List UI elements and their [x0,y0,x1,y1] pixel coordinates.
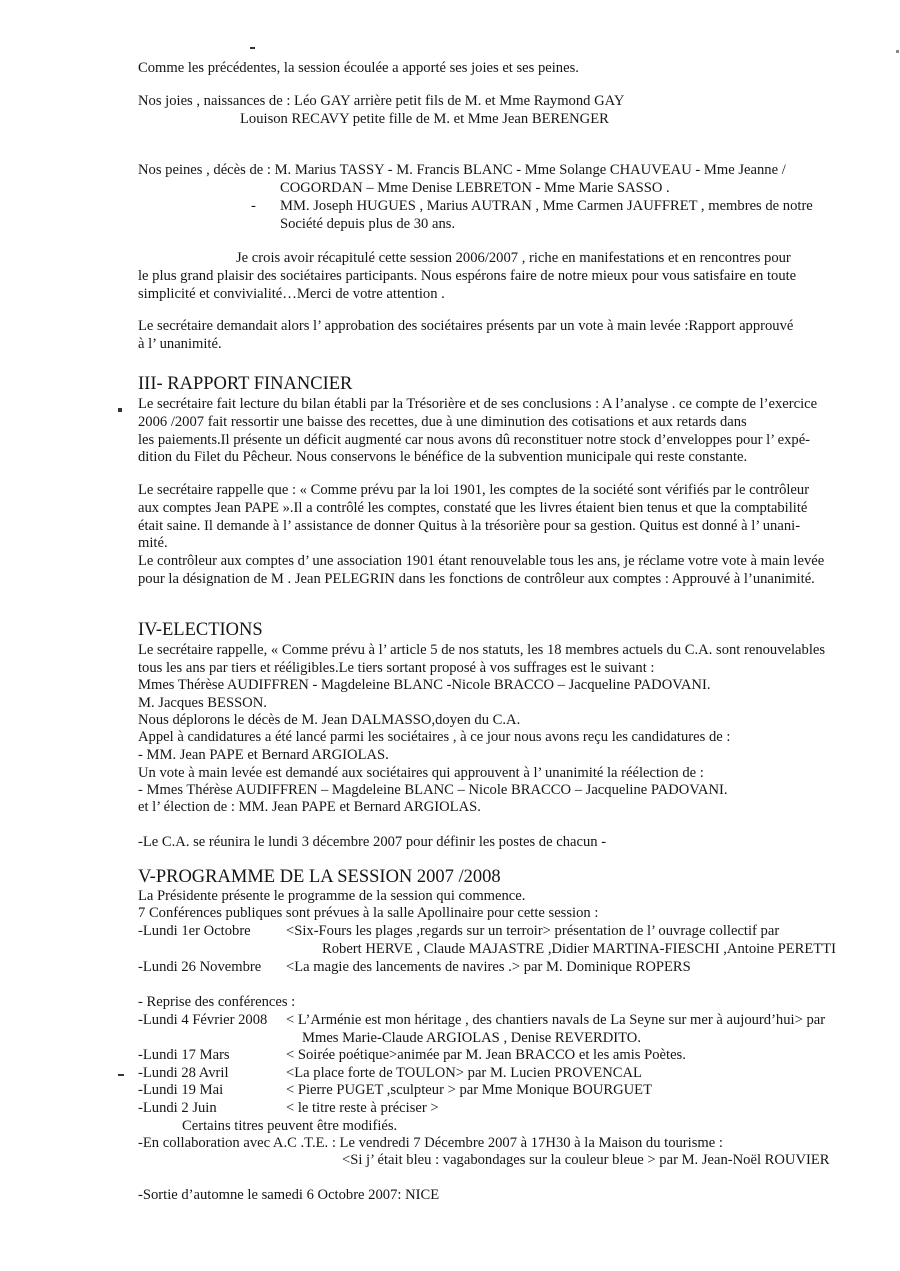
ca-note: -Le C.A. se réunira le lundi 3 décembre 2007 pour définir les postes de chacun - [138,834,607,850]
peines-line: MM. Joseph HUGUES , Marius AUTRAN , Mme Carmen JAUFFRET , membres de notre [280,198,813,214]
rapport-line: les paiements.Il présente un déficit augmenté car nous avons dû reconstituer notre stock d’enveloppes pour l’ expé- [138,432,811,448]
elections-line: et l’ élection de : MM. Jean PAPE et Bernard ARGIOLAS. [138,799,481,815]
event-desc: <Six-Fours les plages ,regards sur un terroir> présentation de l’ ouvrage collectif par [286,923,780,939]
scan-mark [250,47,255,49]
event-desc: <La magie des lancements de navires .> par M. Dominique ROPERS [286,959,691,975]
rapport-line: 2006 /2007 fait ressortir une baisse des recettes, due à une diminution des cotisations et aux retards dans [138,414,747,430]
elections-line: Mmes Thérèse AUDIFFREN - Magdeleine BLANC -Nicole BRACCO – Jacqueline PADOVANI. [138,677,711,693]
section-heading-programme: V-PROGRAMME DE LA SESSION 2007 /2008 [138,867,501,887]
collab-line: -En collaboration avec A.C .T.E. : Le vendredi 7 Décembre 2007 à 17H30 à la Maison du tourisme : [138,1135,723,1151]
event-date: -Lundi 26 Novembre [138,959,262,975]
rapport-line: aux comptes Jean PAPE ».Il a contrôlé les comptes, constaté que les livres étaient bien tenus et que la comptabilité [138,500,808,516]
peines-line: Société depuis plus de 30 ans. [280,216,456,232]
programme-intro: La Présidente présente le programme de la session qui commence. [138,888,526,904]
recap-line: le plus grand plaisir des sociétaires participants. Nous espérons faire de notre mieux pour vous satisfaire en toute [138,268,797,284]
event-date: -Lundi 1er Octobre [138,923,251,939]
elections-line: - MM. Jean PAPE et Bernard ARGIOLAS. [138,747,389,763]
intro-text: Comme les précédentes, la session écoulée a apporté ses joies et ses peines. [138,60,579,76]
rapport-line: dition du Filet du Pêcheur. Nous conservons le bénéfice de la subvention municipale qui reste constante. [138,449,748,465]
modifies-note: Certains titres peuvent être modifiés. [182,1118,398,1134]
elections-line: Appel à candidatures a été lancé parmi les sociétaires , à ce jour nous avons reçu les candidatures de : [138,729,731,745]
scan-mark [118,408,122,412]
elections-line: Un vote à main levée est demandé aux sociétaires qui approuvent à l’ unanimité la réélection de : [138,765,704,781]
section-heading-rapport-financier: III- RAPPORT FINANCIER [138,374,353,394]
rapport-line: était saine. Il demande à l’ assistance de donner Quitus à la trésorière pour sa gestion. Quitus est donné à l’ unani- [138,518,801,534]
event-date: -Lundi 2 Juin [138,1100,217,1116]
reprise-label: - Reprise des conférences : [138,994,296,1010]
collab-line: <Si j’ était bleu : vagabondages sur la couleur bleue > par M. Jean-Noël ROUVIER [342,1152,830,1168]
rapport-line: Le secrétaire rappelle que : « Comme prévu par la loi 1901, les comptes de la société sont vérifiés par le contrôleur [138,482,810,498]
peines-line: Nos peines , décès de : M. Marius TASSY - M. Francis BLANC - Mme Solange CHAUVEAU - Mme Jeanne / [138,162,786,178]
event-date: -Lundi 4 Février 2008 [138,1012,268,1028]
event-desc-cont: Robert HERVE , Claude MAJASTRE ,Didier MARTINA-FIESCHI ,Antoine PERETTI [322,941,836,957]
event-date: -Lundi 19 Mai [138,1082,224,1098]
elections-line: M. Jacques BESSON. [138,695,267,711]
elections-line: - Mmes Thérèse AUDIFFREN – Magdeleine BLANC – Nicole BRACCO – Jacqueline PADOVANI. [138,782,728,798]
joies-line: Nos joies , naissances de : Léo GAY arrière petit fils de M. et Mme Raymond GAY [138,93,625,109]
rapport-line: pour la désignation de M . Jean PELEGRIN dans les fonctions de contrôleur aux comptes : Approuvé à l’unanimité. [138,571,815,587]
rapport-line: Le contrôleur aux comptes d’ une association 1901 étant renouvelable tous les ans, je réclame votre vote à main levée [138,553,825,569]
approbation-line: à l’ unanimité. [138,336,222,352]
event-desc: < Soirée poétique>animée par M. Jean BRACCO et les amis Poètes. [286,1047,686,1063]
event-desc-cont: Mmes Marie-Claude ARGIOLAS , Denise REVERDITO. [302,1030,641,1046]
scan-mark [896,50,899,53]
elections-line: tous les ans par tiers et rééligibles.Le tiers sortant proposé à vos suffrages est le suivant : [138,660,655,676]
recap-line: Je crois avoir récapitulé cette session 2006/2007 , riche en manifestations et en rencontres pour [236,250,791,266]
peines-bullet: - [251,198,256,214]
rapport-line: Le secrétaire fait lecture du bilan établi par la Trésorière et de ses conclusions : A l’analyse . ce compte de l’exercice [138,396,818,412]
programme-intro: 7 Conférences publiques sont prévues à la salle Apollinaire pour cette session : [138,905,599,921]
recap-line: simplicité et convivialité…Merci de votre attention . [138,286,445,302]
joies-line: Louison RECAVY petite fille de M. et Mme Jean BERENGER [240,111,609,127]
rapport-line: mité. [138,535,168,551]
section-heading-elections: IV-ELECTIONS [138,620,263,640]
approbation-line: Le secrétaire demandait alors l’ approbation des sociétaires présents par un vote à main levée :Rapport approuvé [138,318,794,334]
event-date: -Lundi 17 Mars [138,1047,230,1063]
scan-mark [118,1074,124,1076]
event-date: -Lundi 28 Avril [138,1065,229,1081]
elections-line: Le secrétaire rappelle, « Comme prévu à l’ article 5 de nos statuts, les 18 membres actuels du C.A. sont renouvelables [138,642,826,658]
event-desc: < le titre reste à préciser > [286,1100,439,1116]
peines-line: COGORDAN – Mme Denise LEBRETON - Mme Marie SASSO . [280,180,670,196]
elections-line: Nous déplorons le décès de M. Jean DALMASSO,doyen du C.A. [138,712,521,728]
sortie-line: -Sortie d’automne le samedi 6 Octobre 2007: NICE [138,1187,440,1203]
event-desc: <La place forte de TOULON> par M. Lucien PROVENCAL [286,1065,642,1081]
event-desc: < L’Arménie est mon héritage , des chantiers navals de La Seyne sur mer à aujourd’hui> par [286,1012,826,1028]
event-desc: < Pierre PUGET ,sculpteur > par Mme Monique BOURGUET [286,1082,652,1098]
